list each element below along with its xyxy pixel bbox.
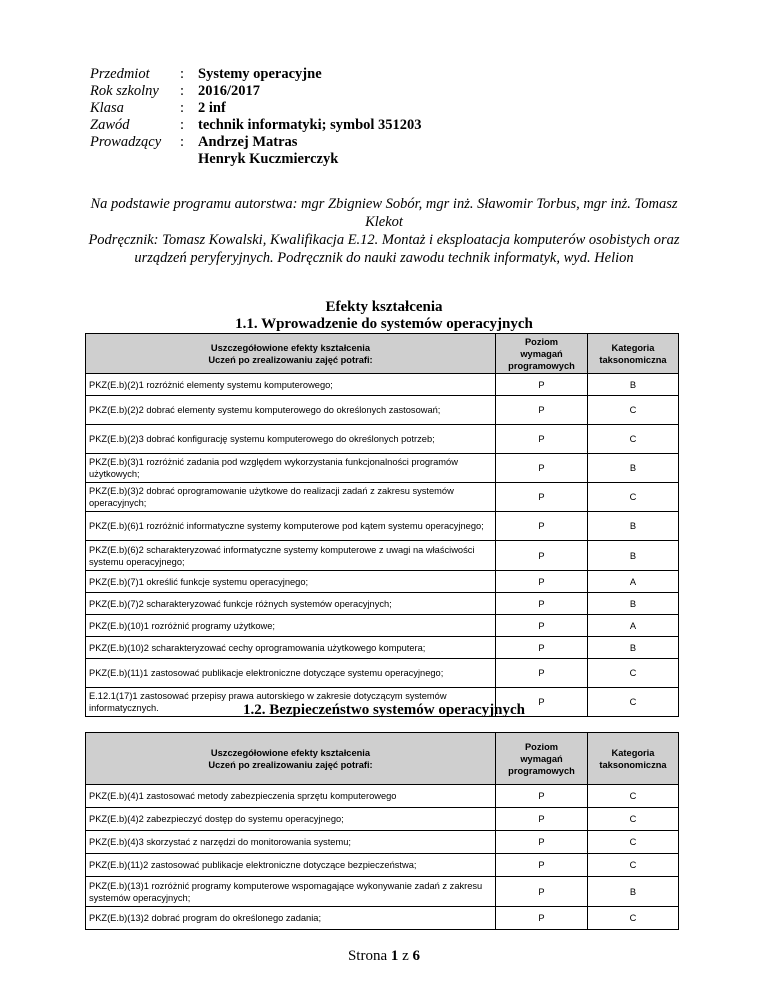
outcome-desc: PKZ(E.b)(4)1 zastosować metody zabezpieczenia sprzętu komputerowego bbox=[86, 785, 496, 808]
meta-label: Rok szkolny bbox=[90, 83, 159, 99]
table-header-row bbox=[86, 733, 679, 785]
header-text: programowych bbox=[508, 360, 575, 371]
meta-colon: : bbox=[180, 134, 185, 150]
header-text: programowych bbox=[508, 765, 575, 776]
meta-row-teacher-2 bbox=[90, 151, 422, 168]
outcome-desc: PKZ(E.b)(3)2 dobrać oprogramowanie użytkowe do realizacji zadań z zakresu systemów operacyjnych; bbox=[86, 483, 496, 512]
header-category bbox=[588, 733, 679, 785]
taxonomy-category: C bbox=[588, 808, 679, 831]
taxonomy-category: C bbox=[588, 425, 679, 454]
table-row bbox=[86, 512, 679, 541]
meta-label: Zawód bbox=[90, 117, 130, 133]
table-row bbox=[86, 854, 679, 877]
table-row bbox=[86, 396, 679, 425]
header-text: taksonomiczna bbox=[599, 759, 667, 770]
table-row bbox=[86, 593, 679, 615]
table-row bbox=[86, 659, 679, 688]
meta-colon: : bbox=[180, 100, 185, 116]
header-outcomes bbox=[86, 334, 496, 374]
requirement-level: P bbox=[496, 659, 588, 688]
taxonomy-category: A bbox=[588, 571, 679, 593]
taxonomy-category: B bbox=[588, 637, 679, 659]
taxonomy-category: C bbox=[588, 907, 679, 930]
requirement-level: P bbox=[496, 512, 588, 541]
footer-prefix: Strona bbox=[347, 948, 388, 964]
outcome-desc: PKZ(E.b)(7)2 scharakteryzować funkcje różnych systemów operacyjnych; bbox=[86, 593, 496, 615]
taxonomy-category: B bbox=[588, 541, 679, 571]
taxonomy-category: A bbox=[588, 615, 679, 637]
program-intro bbox=[70, 195, 698, 267]
footer-separator: z bbox=[402, 948, 409, 964]
meta-value: Andrzej Matras bbox=[198, 134, 298, 150]
requirement-level: P bbox=[496, 593, 588, 615]
outcome-desc: PKZ(E.b)(7)1 określić funkcje systemu operacyjnego; bbox=[86, 571, 496, 593]
meta-label-empty bbox=[90, 151, 180, 168]
requirement-level: P bbox=[496, 877, 588, 907]
table-row bbox=[86, 907, 679, 930]
meta-label: Przedmiot bbox=[90, 66, 150, 82]
header-text: Kategoria bbox=[611, 342, 655, 353]
outcome-desc: E.12.1(17)1 zastosować przepisy prawa autorskiego w zakresie dotyczącym systemów informatycznych. bbox=[86, 688, 496, 717]
header-text: Poziom bbox=[524, 336, 559, 347]
outcome-desc: PKZ(E.b)(3)1 rozróżnić zadania pod względem wykorzystania funkcjonalności programów użytkowych; bbox=[86, 454, 496, 483]
meta-value: Henryk Kuczmierczyk bbox=[198, 151, 339, 167]
textbook-info: Podręcznik: Tomasz Kowalski, Kwalifikacja E.12. Montaż i eksploatacja komputerów osobistych oraz urządzeń peryferyjnych. Podręcznik do nauki zawodu technik informatyk, wyd. Helion bbox=[88, 232, 680, 266]
header-text: Poziom bbox=[524, 741, 559, 752]
meta-colon: : bbox=[180, 83, 185, 99]
header-text: Kategoria bbox=[611, 747, 655, 758]
table-header-row bbox=[86, 334, 679, 374]
table-row bbox=[86, 571, 679, 593]
taxonomy-category: C bbox=[588, 483, 679, 512]
requirement-level: P bbox=[496, 854, 588, 877]
header-text: Uczeń po zrealizowaniu zajęć potrafi: bbox=[208, 354, 373, 365]
meta-colon-empty bbox=[180, 151, 198, 168]
outcome-desc: PKZ(E.b)(6)1 rozróżnić informatyczne systemy komputerowe pod kątem systemu operacyjnego; bbox=[86, 512, 496, 541]
outcome-desc: PKZ(E.b)(11)1 zastosować publikacje elektroniczne dotyczące systemu operacyjnego; bbox=[86, 659, 496, 688]
table-row bbox=[86, 831, 679, 854]
section-1-heading: 1.1. Wprowadzenie do systemów operacyjnych bbox=[235, 316, 533, 332]
header-outcomes bbox=[86, 733, 496, 785]
outcome-desc: PKZ(E.b)(11)2 zastosować publikacje elektroniczne dotyczące bezpieczeństwa; bbox=[86, 854, 496, 877]
outcome-desc: PKZ(E.b)(13)2 dobrać program do określonego zadania; bbox=[86, 907, 496, 930]
program-authors: Na podstawie programu autorstwa: mgr Zbigniew Sobór, mgr inż. Sławomir Torbus, mgr inż. Tomasz Klekot bbox=[90, 196, 678, 230]
requirement-level: P bbox=[496, 425, 588, 454]
requirement-level: P bbox=[496, 541, 588, 571]
footer-total-pages: 6 bbox=[412, 948, 421, 964]
meta-row-school-year bbox=[90, 83, 422, 100]
outcome-desc: PKZ(E.b)(2)1 rozróżnić elementy systemu komputerowego; bbox=[86, 374, 496, 396]
meta-value: technik informatyki; symbol 351203 bbox=[198, 117, 422, 133]
table-row bbox=[86, 808, 679, 831]
outcome-desc: PKZ(E.b)(2)3 dobrać konfigurację systemu komputerowego do określonych potrzeb; bbox=[86, 425, 496, 454]
taxonomy-category: C bbox=[588, 688, 679, 717]
taxonomy-category: C bbox=[588, 785, 679, 808]
meta-value: Systemy operacyjne bbox=[198, 66, 322, 82]
requirement-level: P bbox=[496, 396, 588, 425]
outcome-desc: PKZ(E.b)(4)3 skorzystać z narzędzi do monitorowania systemu; bbox=[86, 831, 496, 854]
taxonomy-category: C bbox=[588, 831, 679, 854]
requirement-level: P bbox=[496, 571, 588, 593]
table-row bbox=[86, 785, 679, 808]
meta-colon: : bbox=[180, 117, 185, 133]
meta-value: 2016/2017 bbox=[198, 83, 261, 99]
outcome-desc: PKZ(E.b)(13)1 rozróżnić programy komputerowe wspomagające wykonywanie zadań z zakresu systemów operacyjnych; bbox=[86, 877, 496, 907]
table-row bbox=[86, 615, 679, 637]
meta-row-subject bbox=[90, 66, 422, 83]
taxonomy-category: B bbox=[588, 454, 679, 483]
outcome-desc: PKZ(E.b)(6)2 scharakteryzować informatyczne systemy komputerowe z uwagi na właściwości systemu operacyjnego; bbox=[86, 541, 496, 571]
meta-colon: : bbox=[180, 66, 185, 82]
table-row bbox=[86, 877, 679, 907]
outcomes-table-1 bbox=[85, 333, 679, 717]
course-metadata bbox=[90, 66, 422, 168]
taxonomy-category: C bbox=[588, 396, 679, 425]
header-text: Uszczegółowione efekty kształcenia bbox=[210, 342, 371, 353]
header-level bbox=[496, 334, 588, 374]
taxonomy-category: B bbox=[588, 374, 679, 396]
section-2-heading: 1.2. Bezpieczeństwo systemów operacyjnych bbox=[242, 702, 526, 718]
header-text: Uczeń po zrealizowaniu zajęć potrafi: bbox=[208, 759, 373, 770]
requirement-level: P bbox=[496, 907, 588, 930]
requirement-level: P bbox=[496, 688, 588, 717]
outcome-desc: PKZ(E.b)(10)2 scharakteryzować cechy oprogramowania użytkowego komputera; bbox=[86, 637, 496, 659]
outcome-desc: PKZ(E.b)(4)2 zabezpieczyć dostęp do systemu operacyjnego; bbox=[86, 808, 496, 831]
requirement-level: P bbox=[496, 785, 588, 808]
requirement-level: P bbox=[496, 637, 588, 659]
requirement-level: P bbox=[496, 454, 588, 483]
outcomes-table-2 bbox=[85, 732, 679, 930]
meta-label: Klasa bbox=[90, 100, 124, 116]
table-row bbox=[86, 425, 679, 454]
header-text: Uszczegółowione efekty kształcenia bbox=[210, 747, 371, 758]
meta-label: Prowadzący bbox=[90, 134, 162, 150]
page-footer bbox=[0, 948, 768, 965]
meta-value: 2 inf bbox=[198, 100, 226, 116]
requirement-level: P bbox=[496, 483, 588, 512]
header-category bbox=[588, 334, 679, 374]
table-row bbox=[86, 374, 679, 396]
taxonomy-category: B bbox=[588, 512, 679, 541]
table-row bbox=[86, 483, 679, 512]
header-level bbox=[496, 733, 588, 785]
taxonomy-category: C bbox=[588, 854, 679, 877]
requirement-level: P bbox=[496, 831, 588, 854]
meta-row-teacher bbox=[90, 134, 422, 151]
requirement-level: P bbox=[496, 808, 588, 831]
outcome-desc: PKZ(E.b)(2)2 dobrać elementy systemu komputerowego do określonych zastosowań; bbox=[86, 396, 496, 425]
table-row bbox=[86, 541, 679, 571]
requirement-level: P bbox=[496, 615, 588, 637]
outcome-desc: PKZ(E.b)(10)1 rozróżnić programy użytkowe; bbox=[86, 615, 496, 637]
requirement-level: P bbox=[496, 374, 588, 396]
header-text: taksonomiczna bbox=[599, 354, 667, 365]
header-text: wymagań bbox=[520, 348, 563, 359]
meta-row-class bbox=[90, 100, 422, 117]
taxonomy-category: B bbox=[588, 593, 679, 615]
taxonomy-category: B bbox=[588, 877, 679, 907]
main-heading: Efekty kształcenia bbox=[325, 299, 443, 315]
taxonomy-category: C bbox=[588, 659, 679, 688]
table-row bbox=[86, 454, 679, 483]
table-row bbox=[86, 637, 679, 659]
meta-row-profession bbox=[90, 117, 422, 134]
footer-current-page: 1 bbox=[390, 948, 399, 964]
header-text: wymagań bbox=[520, 753, 563, 764]
